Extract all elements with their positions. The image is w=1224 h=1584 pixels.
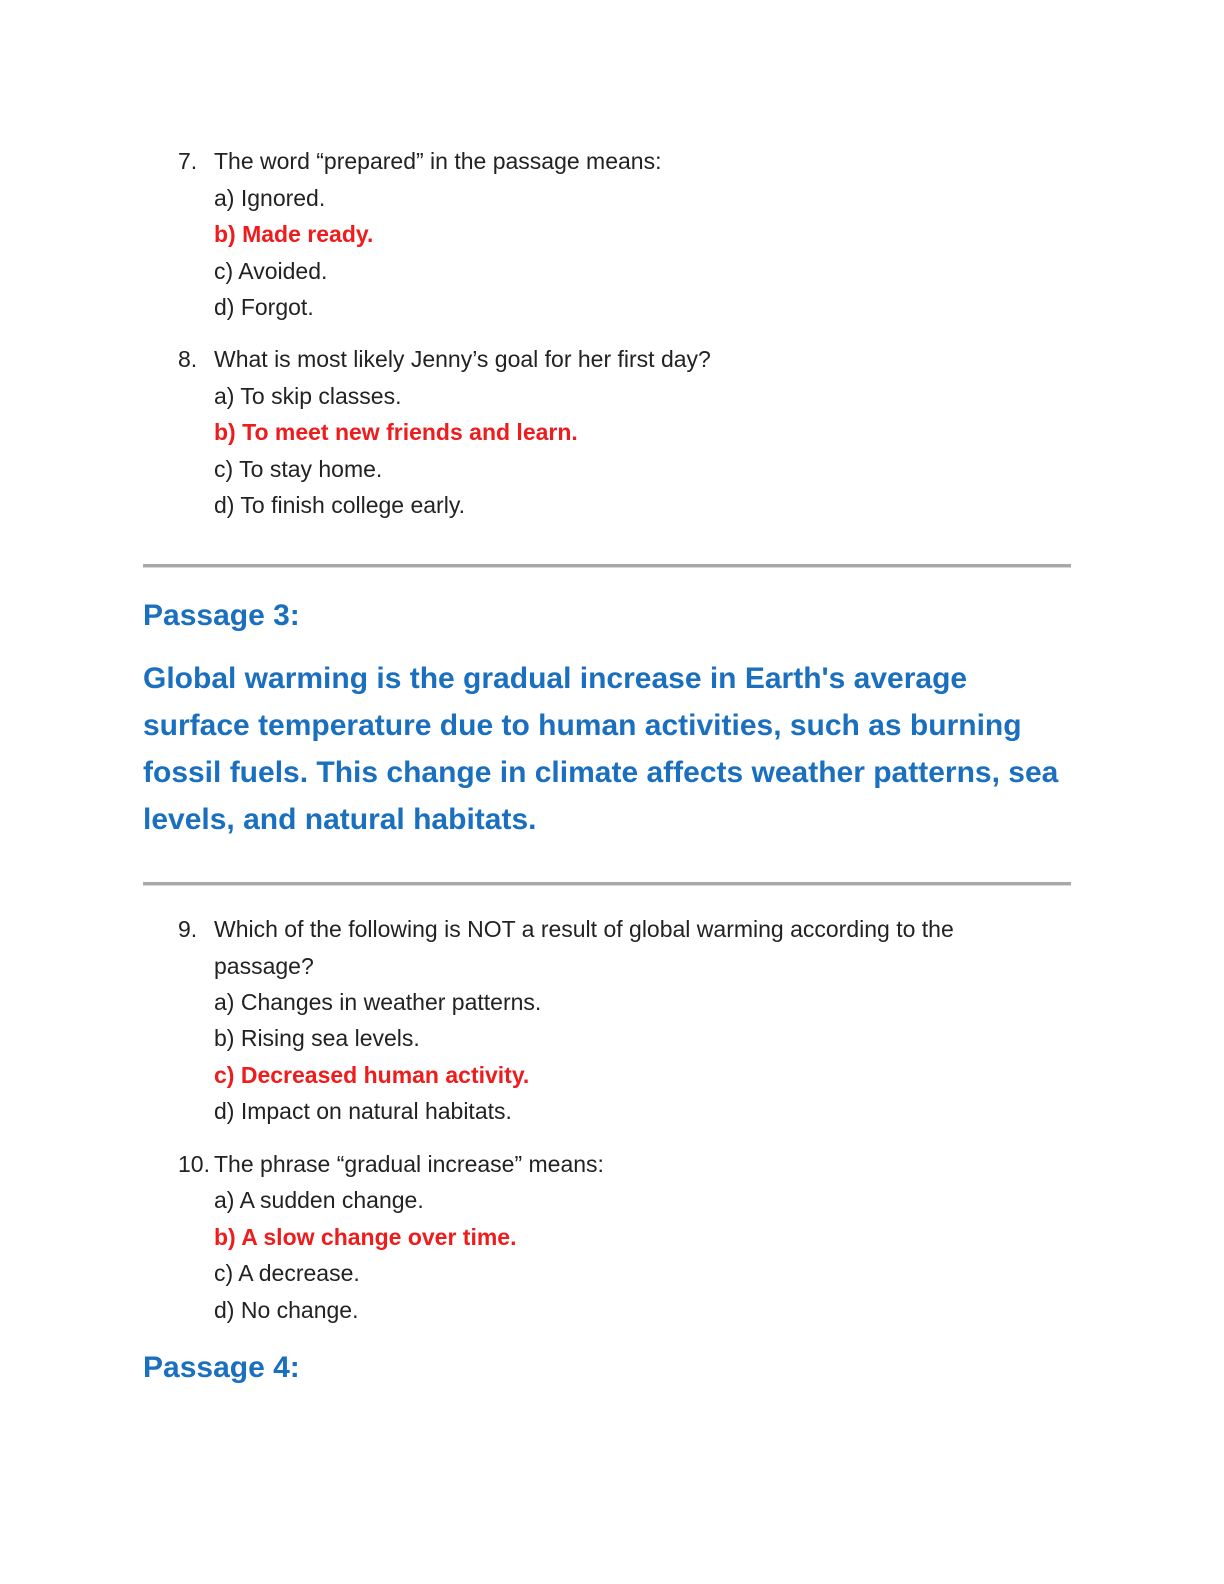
passage-heading: Passage 4: — [143, 1351, 300, 1384]
option-b-correct-answer: b) To meet new friends and learn. — [214, 419, 578, 445]
option-d: d) Forgot. — [214, 294, 314, 320]
option-a: a) Ignored. — [214, 185, 326, 211]
question-number: 8. — [178, 346, 198, 372]
section-divider — [143, 882, 1071, 886]
option-c-correct-answer: c) Decreased human activity. — [214, 1062, 530, 1088]
question-text-line-1: Which of the following is NOT a result of global warming according to the — [214, 916, 954, 942]
question-text: The phrase “gradual increase” means: — [214, 1151, 604, 1177]
question-number: 9. — [178, 916, 198, 942]
option-a: a) Changes in weather patterns. — [214, 989, 542, 1015]
question-text: What is most likely Jenny’s goal for her first day? — [214, 346, 711, 372]
option-b: b) Rising sea levels. — [214, 1025, 420, 1051]
option-c: c) A decrease. — [214, 1260, 360, 1286]
option-d: d) No change. — [214, 1297, 359, 1323]
option-a: a) To skip classes. — [214, 383, 402, 409]
passage-heading: Passage 3: — [143, 599, 300, 632]
question-text: The word “prepared” in the passage means: — [214, 148, 662, 174]
option-b-correct-answer: b) Made ready. — [214, 221, 374, 247]
option-d: d) To finish college early. — [214, 492, 466, 518]
passage-body: Global warming is the gradual increase in Earth's average surface temperature due to human activities, such as burning fossil fuels. This change in climate affects weather patterns, sea levels, and natural habitats. — [143, 662, 1059, 836]
option-c: c) Avoided. — [214, 258, 328, 284]
option-d: d) Impact on natural habitats. — [214, 1098, 512, 1124]
question-number: 10. — [178, 1151, 210, 1177]
question-text-line-2: passage? — [214, 953, 314, 979]
option-a: a) A sudden change. — [214, 1187, 424, 1213]
section-divider — [143, 564, 1071, 568]
question-number: 7. — [178, 148, 198, 174]
option-b-correct-answer: b) A slow change over time. — [214, 1224, 517, 1250]
option-c: c) To stay home. — [214, 456, 383, 482]
